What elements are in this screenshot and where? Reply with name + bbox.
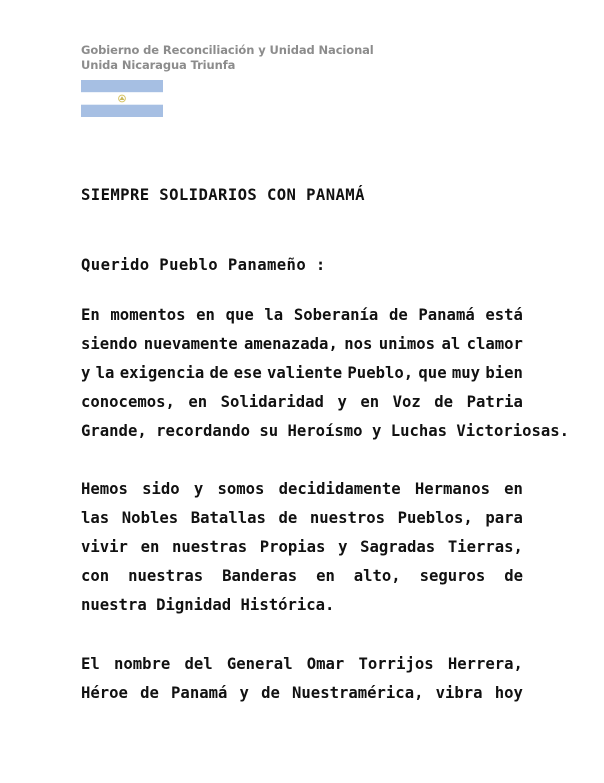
word: Hemos [81, 480, 128, 498]
word: las [81, 509, 110, 527]
document-title: SIEMPRE SOLIDARIOS CON PANAMÁ [81, 186, 365, 204]
word: Sagradas [360, 538, 436, 556]
word: Nobles [121, 509, 179, 527]
word: nombre [113, 655, 171, 673]
word: unimos [378, 335, 436, 353]
flag-stripe-top [81, 80, 163, 92]
word: en [316, 567, 335, 585]
word: está [485, 306, 523, 324]
word: en [140, 538, 160, 556]
word: que [225, 306, 254, 324]
paragraph-line [81, 650, 523, 679]
word: con [81, 567, 110, 585]
word: ese [233, 364, 262, 382]
word: Pueblo, [347, 364, 414, 382]
word: clamor [466, 335, 523, 353]
word: bien [485, 364, 523, 382]
word: Héroe [81, 684, 128, 702]
paragraph-line [81, 388, 523, 417]
word: Luchas [390, 422, 448, 440]
word: en [196, 306, 215, 324]
word: nuestras [171, 538, 248, 556]
word: y [81, 364, 91, 382]
paragraph-line [81, 679, 523, 708]
word: Omar [306, 655, 345, 673]
greeting: Querido Pueblo Panameño : [81, 256, 326, 274]
word: de [140, 684, 159, 702]
paragraph-1 [81, 301, 570, 446]
word: General [226, 655, 293, 673]
paragraph-line [81, 359, 523, 388]
word: vivir [81, 538, 128, 556]
word: y [193, 480, 204, 498]
word: Herrera, [447, 655, 523, 673]
word: decididamente [278, 480, 401, 498]
word: Soberanía [293, 306, 379, 324]
word: En [81, 306, 100, 324]
word: en [188, 393, 208, 411]
word: de [278, 509, 298, 527]
word: recordando [156, 422, 250, 440]
word: Histórica. [240, 596, 335, 614]
letterhead-line-government: Gobierno de Reconciliación y Unidad Nacional [81, 43, 374, 57]
paragraph-line [81, 330, 523, 359]
word: Heroísmo [287, 422, 363, 440]
word: Torrijos [358, 655, 434, 673]
word: exigencia [119, 364, 205, 382]
word: Propias [259, 538, 326, 556]
word: en [360, 393, 380, 411]
word: seguros [419, 567, 486, 585]
flag-stripe-bottom [81, 105, 163, 117]
word: Grande, [81, 422, 147, 440]
word: nuestras [128, 567, 204, 585]
paragraph-2 [81, 475, 523, 620]
word: Panamá [171, 684, 228, 702]
word: Dignidad [156, 596, 232, 614]
word: sido [142, 480, 180, 498]
paragraph-line [81, 475, 523, 504]
word: la [264, 306, 284, 324]
letterhead-line-slogan: Unida Nicaragua Triunfa [81, 58, 236, 72]
paragraph-line [81, 301, 523, 330]
word: El [81, 655, 100, 673]
word: Tierras, [447, 538, 523, 556]
word: para [485, 509, 523, 527]
word: Hermanos [414, 480, 490, 498]
word: Solidaridad [220, 393, 324, 411]
word: en [504, 480, 523, 498]
paragraph-line [81, 504, 523, 533]
word: de [434, 393, 454, 411]
word: de [261, 684, 280, 702]
word: y [337, 393, 347, 411]
word: y [338, 538, 348, 556]
letterhead [81, 43, 374, 73]
paragraph-3 [81, 650, 523, 708]
word: Batallas [190, 509, 266, 527]
word: muy [451, 364, 481, 382]
word: Victoriosas. [456, 422, 570, 440]
word: vibra [435, 684, 483, 702]
paragraph-line [81, 591, 523, 620]
word: Pueblos, [397, 509, 473, 527]
word: del [184, 655, 213, 673]
word: y [371, 422, 382, 440]
word: conocemos, [81, 393, 175, 411]
word: siendo [81, 335, 138, 353]
word: nuestra [81, 596, 147, 614]
word: que [418, 364, 447, 382]
word: nuestros [309, 509, 386, 527]
word: amenazada, [243, 335, 338, 353]
flag-graphic [81, 80, 163, 117]
word: y [239, 684, 249, 702]
word: Nuestramérica, [292, 684, 424, 702]
word: Panamá [418, 306, 475, 324]
paragraph-line [81, 417, 570, 446]
word: momentos [110, 306, 186, 324]
word: al [441, 335, 461, 353]
word: de [209, 364, 229, 382]
word: alto, [353, 567, 401, 585]
nicaragua-flag-icon [81, 80, 163, 117]
word: de [388, 306, 408, 324]
word: Patria [466, 393, 523, 411]
word: somos [217, 480, 265, 498]
word: valiente [267, 364, 343, 382]
paragraph-line [81, 533, 523, 562]
word: Voz [392, 393, 421, 411]
word: hoy [494, 684, 523, 702]
word: su [259, 422, 279, 440]
word: Banderas [222, 567, 298, 585]
word: nos [344, 335, 373, 353]
paragraph-line [81, 562, 523, 591]
word: la [95, 364, 115, 382]
word: de [504, 567, 523, 585]
word: nuevamente [143, 335, 238, 353]
